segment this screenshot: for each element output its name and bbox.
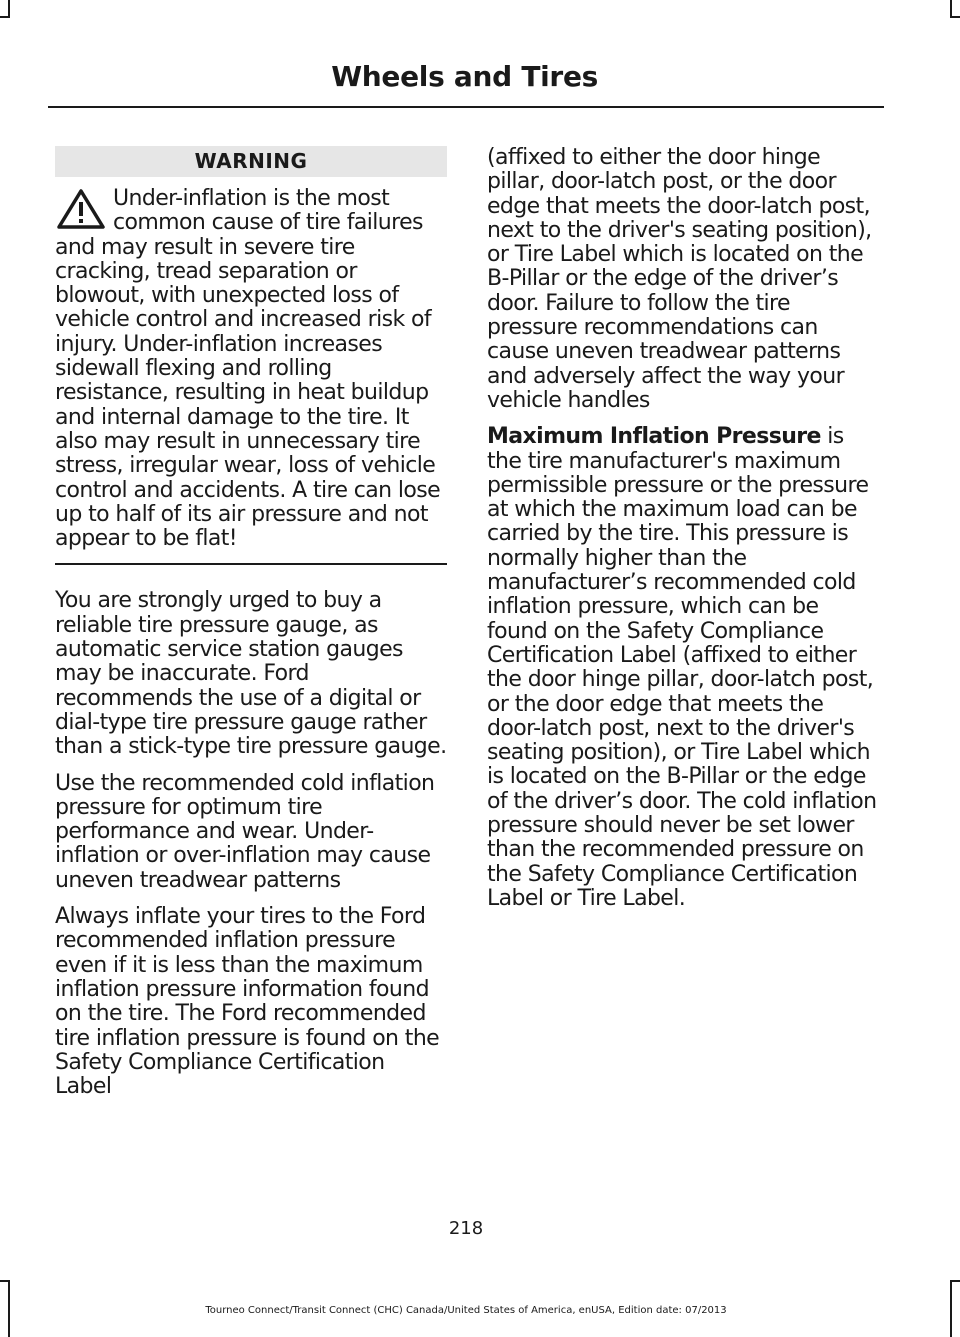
warning-box [55, 187, 447, 551]
paragraph-gauge: You are strongly urged to buy a reliable tire pressure gauge, as automatic service station gauges may be inaccurate. Ford recommends the use of a digital or dial-type tire pressure gauge rather than a stick-type tire pressure gauge. [55, 588, 447, 760]
paragraph-affixed: (affixed to either the door hinge pillar, door-latch post, or the door edge that meets the door-latch post, next to the driver's seating position), or Tire Label which is located on the B-Pillar or the edge of the driver’s door. Failure to follow the tire pressure recommendations can cause uneven treadwear patterns and adversely affect the way your vehicle handles [487, 145, 872, 413]
crop-mark-top-right-h [950, 16, 960, 18]
crop-mark-bottom-left-h [0, 1280, 10, 1282]
edition-footer: Tourneo Connect/Transit Connect (CHC) Canada/United States of America, enUSA, Edition date: 07/2013 [205, 1305, 727, 1316]
page-number: 218 [448, 1218, 484, 1239]
warning-heading: WARNING [55, 146, 447, 177]
left-column [55, 146, 447, 1111]
paragraph-maximum-inflation [487, 425, 880, 911]
right-column [487, 146, 880, 923]
header-rule [48, 106, 884, 108]
paragraph-cold-pressure: Use the recommended cold inflation pressure for optimum tire performance and wear. Under-inflation or over-inflation may cause uneven treadwear patterns [55, 770, 435, 893]
paragraph-always-inflate: Always inflate your tires to the Ford recommended inflation pressure even if it is less than the maximum inflation pressure information found on the tire. The Ford recommended tire inflation pressure is found on the Safety Compliance Certification Label [55, 904, 440, 1100]
maximum-inflation-text: is the tire manufacturer's maximum permissible pressure or the pressure at which the maximum load can be carried by the tire. This pressure is normally higher than the manufacturer’s recommended cold inflation pressure, which can be found on the Safety Compliance Certification Label (affixed to either the door hinge pillar, door-latch post, or the door edge that meets the door-latch post, next to the driver's seating position), or Tire Label which is located on the B-Pillar or the edge of the driver’s door. The cold inflation pressure should never be set lower than the recommended pressure on the Safety Compliance Certification Label or Tire Label. [487, 424, 877, 911]
crop-mark-bottom-right-h [950, 1280, 960, 1282]
crop-mark-top-left-h [0, 16, 10, 18]
warning-text: Under-inflation is the most common cause of tire failures and may result in severe tire cracking, tread separation or blowout, with unexpected loss of vehicle control and increased risk of injury. Under-inflation increases sidewall flexing and rolling resistance, resulting in heat buildup and internal damage to the tire. It also may result in unnecessary tire stress, irregular wear, loss of vehicle control and accidents. A tire can lose up to half of its air pressure and not appear to be flat! [55, 186, 441, 552]
warning-rule [55, 563, 447, 565]
page-title: Wheels and Tires [331, 60, 598, 93]
term-maximum-inflation-pressure: Maximum Inflation Pressure [487, 424, 821, 450]
warning-triangle-icon [55, 187, 107, 231]
crop-mark-bottom-right [950, 1280, 952, 1337]
